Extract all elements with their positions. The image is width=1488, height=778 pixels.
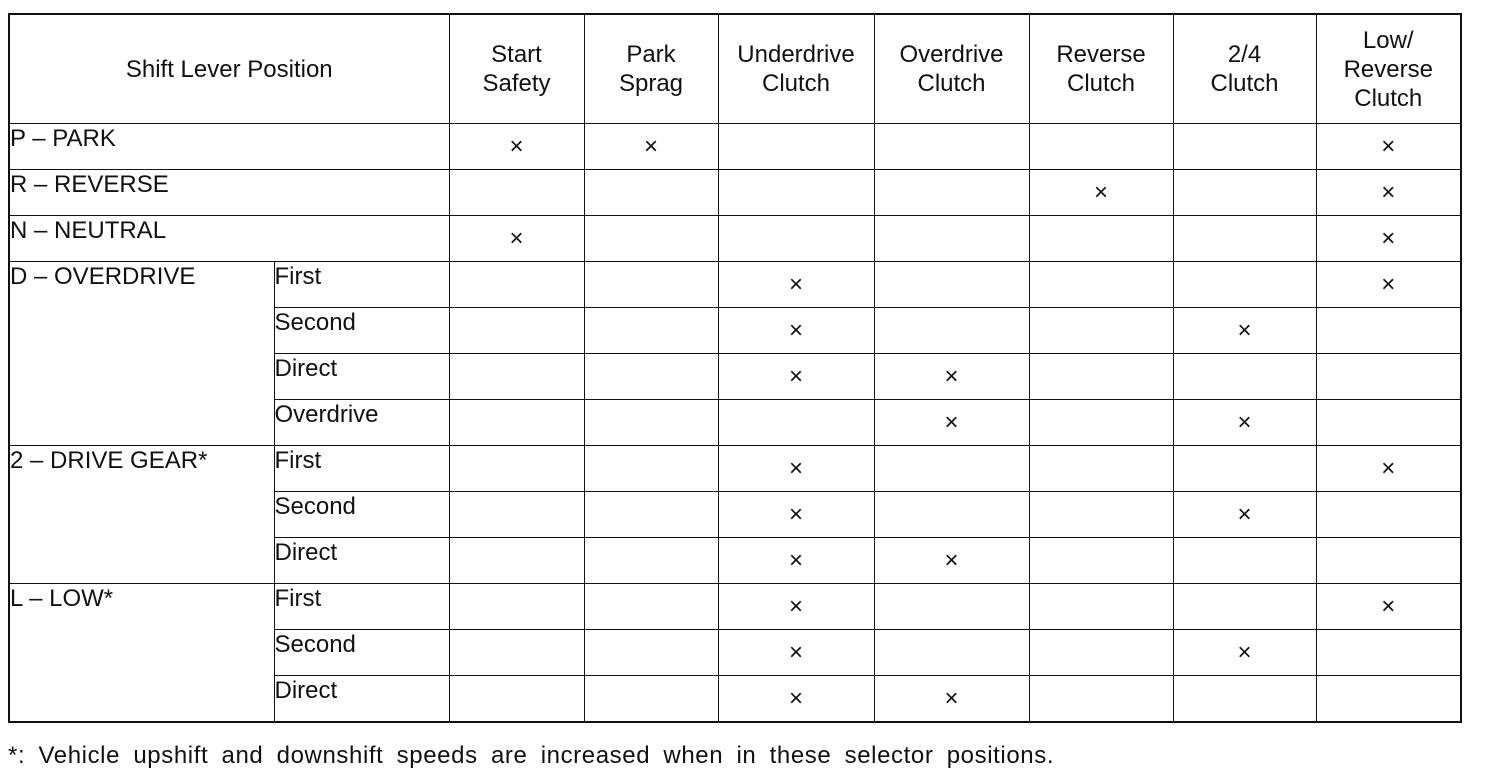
mark-cell: × [1316,262,1461,308]
mark-cell [874,216,1029,262]
mark-cell [449,262,584,308]
mark-cell [718,170,874,216]
mark-cell [449,538,584,584]
table-row [9,216,1461,262]
mark-cell [1173,538,1316,584]
gear-sub-label: Direct [274,676,449,722]
gear-sub-label: Second [274,492,449,538]
row-label: N – NEUTRAL [9,216,449,262]
header-2-4-clutch [1173,14,1316,124]
mark-cell [1029,354,1173,400]
mark-cell: × [1029,170,1173,216]
mark-cell [584,584,718,630]
header-line: Safety [482,70,551,97]
gear-sub-label: Second [274,630,449,676]
mark-cell: × [718,308,874,354]
mark-cell [584,446,718,492]
mark-cell: × [718,630,874,676]
mark-cell [584,400,718,446]
header-line: Clutch [1354,84,1423,112]
mark-cell [1029,446,1173,492]
mark-cell [1316,492,1461,538]
mark-cell: × [1173,308,1316,354]
mark-cell: × [1316,446,1461,492]
table-row [9,584,1461,630]
mark-cell [584,354,718,400]
mark-cell [1029,216,1173,262]
header-line: Clutch [917,70,986,97]
header-row [9,14,1461,124]
mark-cell [449,492,584,538]
table-row [9,170,1461,216]
header-line: Start [491,41,542,68]
header-underdrive-clutch [718,14,874,124]
header-shift-lever-position [9,14,449,124]
table-row [9,124,1461,170]
header-line: Underdrive [737,41,855,68]
mark-cell [1029,124,1173,170]
mark-cell: × [874,538,1029,584]
row-label: P – PARK [9,124,449,170]
mark-cell [584,170,718,216]
mark-cell [874,124,1029,170]
mark-cell [584,492,718,538]
header-line: Park [626,41,676,68]
header-reverse-clutch [1029,14,1173,124]
mark-cell [584,308,718,354]
gear-sub-label: Direct [274,354,449,400]
gear-sub-label: Second [274,308,449,354]
mark-cell [584,538,718,584]
mark-cell [1173,584,1316,630]
header-overdrive-clutch [874,14,1029,124]
header-line: Overdrive [899,41,1004,68]
clutch-application-table [8,13,1462,723]
mark-cell: × [874,400,1029,446]
mark-cell [584,630,718,676]
gear-sub-label: First [274,446,449,492]
mark-cell: × [718,446,874,492]
mark-cell [1316,400,1461,446]
mark-cell [1029,262,1173,308]
mark-cell [1316,538,1461,584]
header-line: Reverse [1343,55,1433,83]
mark-cell [1029,630,1173,676]
mark-cell [449,584,584,630]
mark-cell: × [1316,584,1461,630]
mark-cell: × [1173,630,1316,676]
mark-cell [874,170,1029,216]
header-label: Shift Lever Position [125,55,333,83]
header-line: Sprag [618,70,684,97]
table-row [9,262,1461,308]
footnote: *: Vehicle upshift and downshift speeds are increased when in these selector positions. [8,742,1055,769]
mark-cell [874,584,1029,630]
header-line: 2/4 [1227,41,1262,68]
mark-cell [449,354,584,400]
mark-cell [1173,124,1316,170]
mark-cell [1173,354,1316,400]
mark-cell [1173,262,1316,308]
mark-cell: × [1316,216,1461,262]
table-row [9,446,1461,492]
mark-cell [449,400,584,446]
header-start-safety [449,14,584,124]
mark-cell [449,308,584,354]
header-line: Low/ [1362,26,1414,54]
mark-cell: × [718,492,874,538]
mark-cell [449,446,584,492]
mark-cell [1173,170,1316,216]
mark-cell: × [874,676,1029,722]
mark-cell [1316,354,1461,400]
mark-cell [1316,630,1461,676]
gear-sub-label: Direct [274,538,449,584]
mark-cell: × [718,354,874,400]
mark-cell [718,124,874,170]
mark-cell [584,262,718,308]
mark-cell [1029,584,1173,630]
mark-cell [1173,446,1316,492]
mark-cell [1173,216,1316,262]
gear-group-label: D – OVERDRIVE [9,262,274,446]
mark-cell [874,262,1029,308]
mark-cell [449,676,584,722]
mark-cell [874,630,1029,676]
mark-cell [874,446,1029,492]
mark-cell [1029,538,1173,584]
mark-cell [1316,308,1461,354]
header-low-reverse-clutch [1316,14,1461,124]
mark-cell: × [874,354,1029,400]
mark-cell: × [449,216,584,262]
mark-cell [449,170,584,216]
mark-cell: × [718,584,874,630]
mark-cell [1029,308,1173,354]
mark-cell: × [449,124,584,170]
mark-cell [449,630,584,676]
mark-cell: × [1316,170,1461,216]
mark-cell: × [584,124,718,170]
mark-cell: × [718,676,874,722]
mark-cell: × [718,538,874,584]
gear-sub-label: First [274,262,449,308]
mark-cell [874,308,1029,354]
header-line: Clutch [1066,70,1136,97]
mark-cell: × [1316,124,1461,170]
header-park-sprag [584,14,718,124]
mark-cell [1029,676,1173,722]
header-line: Clutch [761,70,831,97]
gear-group-label: L – LOW* [9,584,274,722]
mark-cell [874,492,1029,538]
mark-cell [1316,676,1461,722]
mark-cell: × [718,262,874,308]
mark-cell [1029,400,1173,446]
mark-cell: × [1173,400,1316,446]
row-label: R – REVERSE [9,170,449,216]
header-line: Reverse [1056,41,1146,68]
mark-cell [718,400,874,446]
table-body [9,124,1461,722]
mark-cell [1173,676,1316,722]
mark-cell [584,216,718,262]
gear-group-label: 2 – DRIVE GEAR* [9,446,274,584]
gear-sub-label: First [274,584,449,630]
mark-cell [718,216,874,262]
mark-cell: × [1173,492,1316,538]
mark-cell [584,676,718,722]
gear-sub-label: Overdrive [274,400,449,446]
mark-cell [1029,492,1173,538]
header-line: Clutch [1210,70,1279,97]
